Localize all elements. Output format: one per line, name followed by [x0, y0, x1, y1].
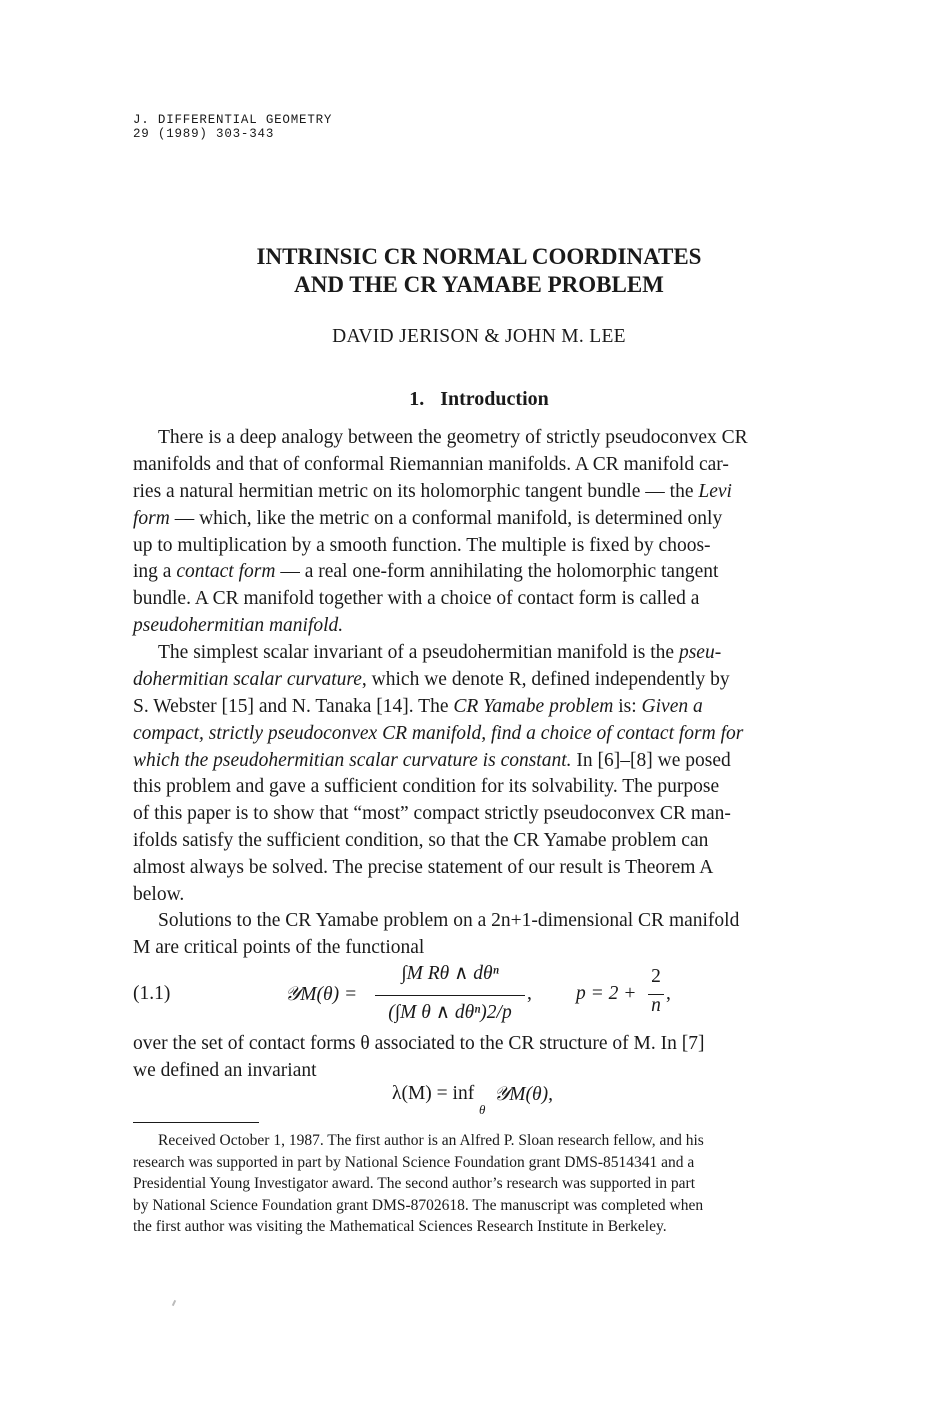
- text-line: manifolds and that of conformal Riemannian manifolds. A CR manifold car-: [133, 453, 729, 475]
- equation-numerator: ∫M Rθ ∧ dθⁿ: [401, 963, 499, 984]
- invariant-rhs: 𝒴M(θ),: [494, 1084, 553, 1105]
- footnote: [133, 1130, 825, 1238]
- paragraph-4: [133, 1031, 825, 1085]
- equation-lhs: 𝒴M(θ) =: [285, 984, 358, 1005]
- text-line: Solutions to the CR Yamabe problem on a 2n+1-dimensional CR manifold: [158, 910, 740, 931]
- paragraph-1: [133, 425, 825, 640]
- footnote-line: by National Science Foundation grant DMS-8702618. The manuscript was completed when: [133, 1196, 704, 1214]
- p-definition: p = 2 +: [576, 983, 637, 1004]
- text-line: M are critical points of the functional: [133, 936, 425, 958]
- equation-number: (1.1): [133, 983, 171, 1004]
- text-line: compact, strictly pseudoconvex CR manifold, find a choice of contact form for: [133, 722, 744, 744]
- scan-speck: [172, 1300, 176, 1306]
- text-line: which the pseudohermitian scalar curvature is constant. In [6]–[8] we posed: [133, 749, 731, 771]
- text-line: ifolds satisfy the sufficient condition, so that the CR Yamabe problem can: [133, 830, 709, 852]
- section-heading: [133, 388, 825, 411]
- text-line: almost always be solved. The precise statement of our result is Theorem A: [133, 857, 714, 879]
- text-line: ing a contact form — a real one-form annihilating the holomorphic tangent: [133, 561, 719, 583]
- text-line: bundle. A CR manifold together with a choice of contact form is called a: [133, 588, 700, 610]
- text-line: There is a deep analogy between the geometry of strictly pseudoconvex CR: [158, 427, 748, 448]
- authors: DAVID JERISON & JOHN M. LEE: [332, 326, 626, 347]
- text-line: this problem and gave a sufficient condition for its solvability. The purpose: [133, 776, 720, 798]
- text-line: over the set of contact forms θ associated to the CR structure of M. In [7]: [133, 1033, 705, 1054]
- text-line: form — which, like the metric on a conformal manifold, is determined only: [133, 507, 723, 529]
- text-line: we defined an invariant: [133, 1059, 317, 1081]
- p-numerator: 2: [651, 966, 661, 987]
- p-denominator: n: [651, 995, 661, 1016]
- paragraph-2: [133, 640, 825, 909]
- paper-title-line-1: INTRINSIC CR NORMAL COORDINATES: [256, 244, 702, 269]
- journal-name: J. DIFFERENTIAL GEOMETRY: [133, 113, 333, 127]
- footnote-rule: [133, 1122, 259, 1123]
- journal-volume: 29 (1989) 303-343: [133, 127, 275, 141]
- footnote-line: research was supported in part by National Science Foundation grant DMS-8514341 and a: [133, 1153, 695, 1171]
- text-line: of this paper is to show that “most” compact strictly pseudoconvex CR man-: [133, 803, 731, 825]
- equation-comma: ,: [527, 983, 532, 1004]
- paper-title-line-2: AND THE CR YAMABE PROBLEM: [294, 272, 664, 297]
- section-number: 1.: [409, 388, 425, 410]
- invariant-subscript: θ: [479, 1102, 486, 1117]
- footnote-line: Received October 1, 1987. The first author is an Alfred P. Sloan research fellow, and his: [158, 1132, 704, 1149]
- invariant-lhs: λ(M) = inf: [392, 1083, 475, 1104]
- paragraph-3: [133, 908, 825, 962]
- text-line: S. Webster [15] and N. Tanaka [14]. The CR Yamabe problem is: Given a: [133, 695, 703, 717]
- text-line: up to multiplication by a smooth function. The multiple is fixed by choos-: [133, 534, 711, 556]
- equation-denominator: (∫M θ ∧ dθⁿ)2/p: [388, 1002, 512, 1023]
- footnote-line: Presidential Young Investigator award. The second author’s research was supported in part: [133, 1175, 696, 1192]
- p-comma: ,: [666, 983, 671, 1004]
- text-line: The simplest scalar invariant of a pseudohermitian manifold is the pseu-: [158, 642, 722, 663]
- text-line: dohermitian scalar curvature, which we denote R, defined independently by: [133, 668, 730, 690]
- text-line: below.: [133, 884, 185, 906]
- text-line: ries a natural hermitian metric on its holomorphic tangent bundle — the Levi: [133, 480, 732, 502]
- fraction-bar: [375, 995, 525, 996]
- text-line: pseudohermitian manifold.: [133, 615, 344, 637]
- section-title: Introduction: [440, 388, 549, 410]
- footnote-line: the first author was visiting the Mathematical Sciences Research Institute in Berkeley.: [133, 1218, 667, 1235]
- journal-header: [133, 113, 332, 141]
